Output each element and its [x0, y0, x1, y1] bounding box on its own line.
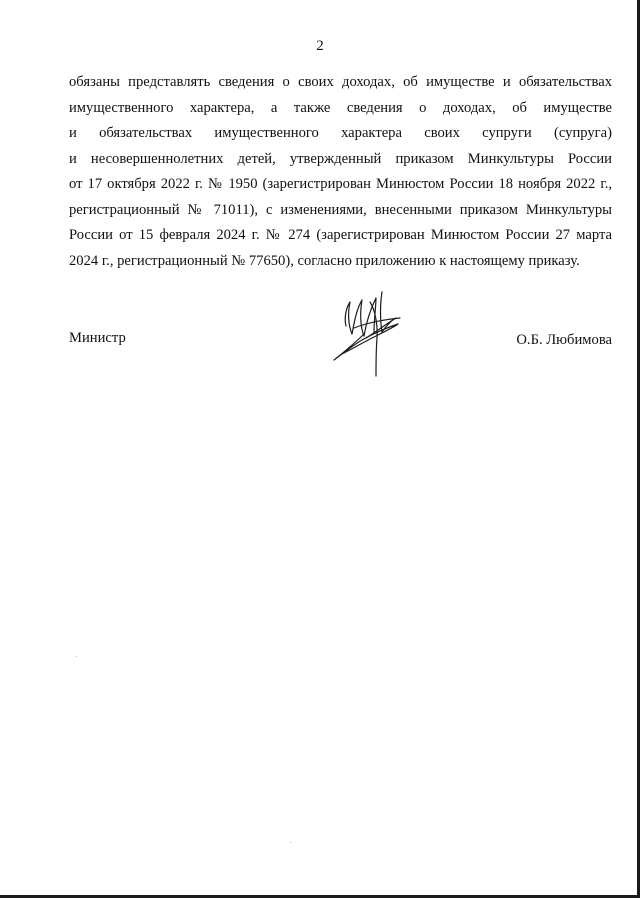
- scan-speck: [290, 842, 291, 843]
- signatory-title: Министр: [69, 330, 126, 346]
- body-line: и обязательствах имущественного характера своих супруги (супруга): [69, 125, 612, 141]
- body-paragraph: [69, 70, 612, 274]
- signature-block: [69, 280, 612, 390]
- body-line: имущественного характера, а также сведения о доходах, об имуществе: [69, 99, 612, 116]
- handwritten-signature: [324, 280, 414, 380]
- body-line: регистрационный № 71011), с изменениями, внесенными приказом Минкультуры: [69, 201, 612, 218]
- body-line: обязаны представлять сведения о своих доходах, об имуществе и обязательствах: [69, 74, 612, 90]
- body-line: и несовершеннолетних детей, утвержденный приказом Минкультуры России: [69, 150, 612, 167]
- scan-speck: [76, 656, 77, 657]
- body-line: 2024 г., регистрационный № 77650), согласно приложению к настоящему приказу.: [69, 252, 580, 269]
- page-number: 2: [316, 38, 324, 54]
- body-line: России от 15 февраля 2024 г. № 274 (зарегистрирован Минюстом России 27 марта: [69, 227, 612, 243]
- signatory-name: О.Б. Любимова: [516, 332, 612, 348]
- body-line: от 17 октября 2022 г. № 1950 (зарегистрирован Минюстом России 18 ноября 2022 г.,: [69, 176, 612, 192]
